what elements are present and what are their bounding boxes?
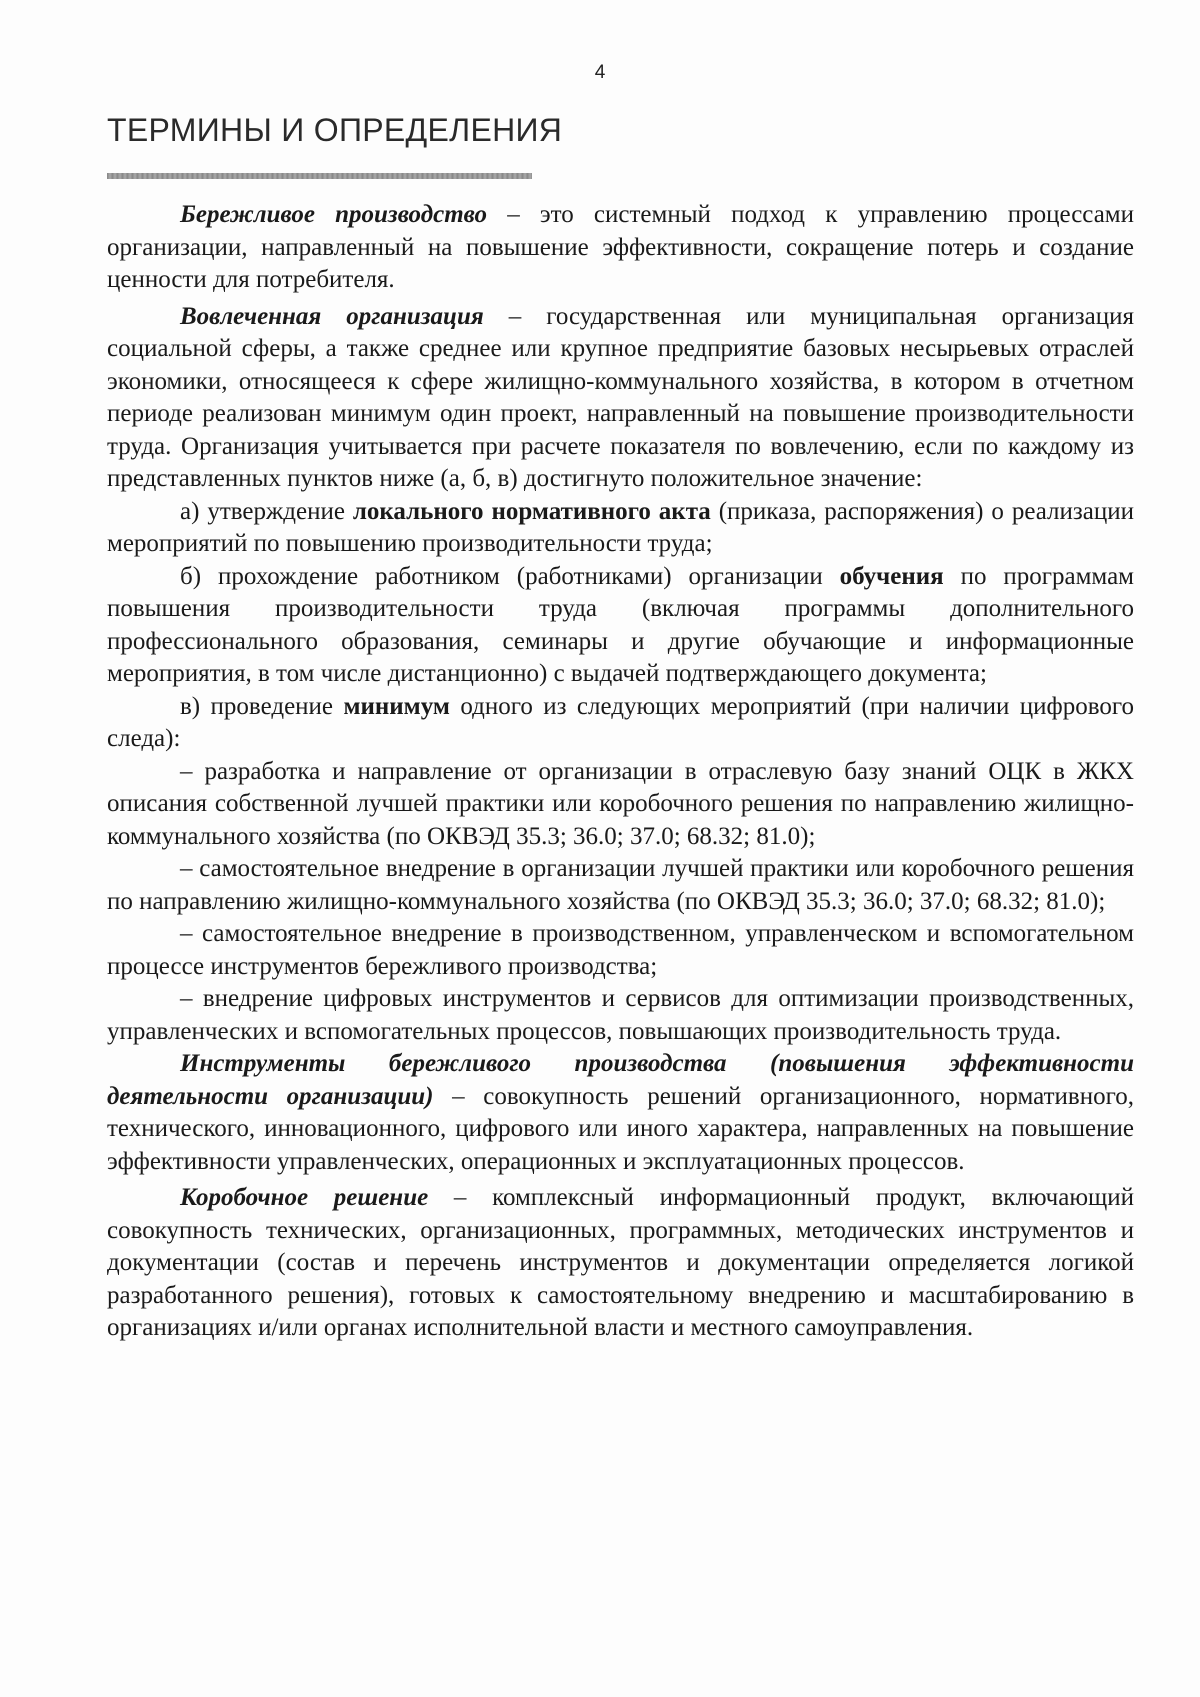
criterion-v-pre: в) проведение [180, 692, 344, 720]
definition-lean [107, 199, 1134, 297]
term-lean-tools: Инструменты бережливого производства (повышения эффективности деятельности организации) [107, 1050, 1134, 1110]
definition-boxed-solution [107, 1182, 1134, 1345]
definition-lean-tools [107, 1048, 1134, 1178]
criterion-a-bold: локального нормативного акта [352, 497, 711, 525]
criterion-v [107, 691, 1134, 756]
term-boxed-solution: Коробочное решение [180, 1184, 429, 1211]
criterion-a-pre: а) утверждение [180, 497, 353, 525]
definition-boxed-solution-text: – комплексный информационный продукт, включающий совокупность технических, организационных, программных, методических инструментов и документации (состав и перечень инструментов и документации определяется логикой разработанного решения), готовых к самостоятельному внедрению и масштабированию в организациях и/или органах исполнительной власти и местного самоуправления. [107, 1184, 1135, 1341]
activity-item-2: – самостоятельное внедрение в организации лучшей практики или коробочного решения по направлению жилищно-коммунального хозяйства (по ОКВЭД 35.3; 36.0; 37.0; 68.32; 81.0); [107, 855, 1134, 915]
definition-involved-organization [107, 301, 1134, 496]
definition-lean-text: – это системный подход к управлению процессами организации, направленный на повышение эффективности, сокращение потерь и создание ценности для потребителя. [107, 201, 1134, 293]
criterion-v-bold: минимум [343, 692, 450, 720]
criterion-b [107, 561, 1134, 691]
term-lean: Бережливое производство [180, 201, 487, 228]
criterion-v-post: одного из следующих мероприятий (при наличии цифрового следа): [107, 692, 1134, 752]
criterion-b-post: по программам повышения производительности труда (включая программы дополнительного профессионального образования, семинары и другие обучающие и информационные мероприятия, в том числе дистанционно) с выдачей подтверждающего документа; [107, 562, 1134, 687]
document-body [107, 199, 1134, 1345]
title-underline [107, 173, 532, 179]
criterion-a-post: (приказа, распоряжения) о реализации мероприятий по повышению производительности труда; [107, 497, 1135, 557]
criterion-a [107, 496, 1134, 561]
section-title: ТЕРМИНЫ И ОПРЕДЕЛЕНИЯ [107, 112, 563, 148]
definition-involved-organization-text: – государственная или муниципальная организация социальной сферы, а также среднее или крупное предприятие базовых несырьевых отраслей экономики, относящееся к сфере жилищно-коммунального хозяйства, в котором в отчетном периоде реализован минимум один проект, направленный на повышение производительности труда. Организация учитывается при расчете показателя по вовлечению, если по каждому из представленных пунктов ниже (а, б, в) достигнуто положительное значение: [107, 302, 1134, 492]
activity-item-3: – самостоятельное внедрение в производственном, управленческом и вспомогательном процессе инструментов бережливого производства; [107, 920, 1134, 980]
page-number: 4 [594, 62, 606, 83]
activity-item-4: – внедрение цифровых инструментов и сервисов для оптимизации производственных, управленческих и вспомогательных процессов, повышающих производительность труда. [107, 985, 1134, 1045]
activity-item-1: – разработка и направление от организации в отраслевую базу знаний ОЦК в ЖКХ описания собственной лучшей практики или коробочного решения по направлению жилищно-коммунального хозяйства (по ОКВЭД 35.3; 36.0; 37.0; 68.32; 81.0); [107, 757, 1134, 850]
term-involved-organization: Вовлеченная организация [180, 302, 484, 330]
criterion-b-pre: б) прохождение работником (работниками) организации [180, 562, 840, 590]
criterion-b-bold: обучения [839, 562, 944, 590]
definition-lean-tools-text: – совокупность решений организационного, нормативного, технического, инновационного, цифрового или иного характера, направленных на повышение эффективности управленческих, операционных и эксплуатационных процессов. [107, 1082, 1134, 1175]
